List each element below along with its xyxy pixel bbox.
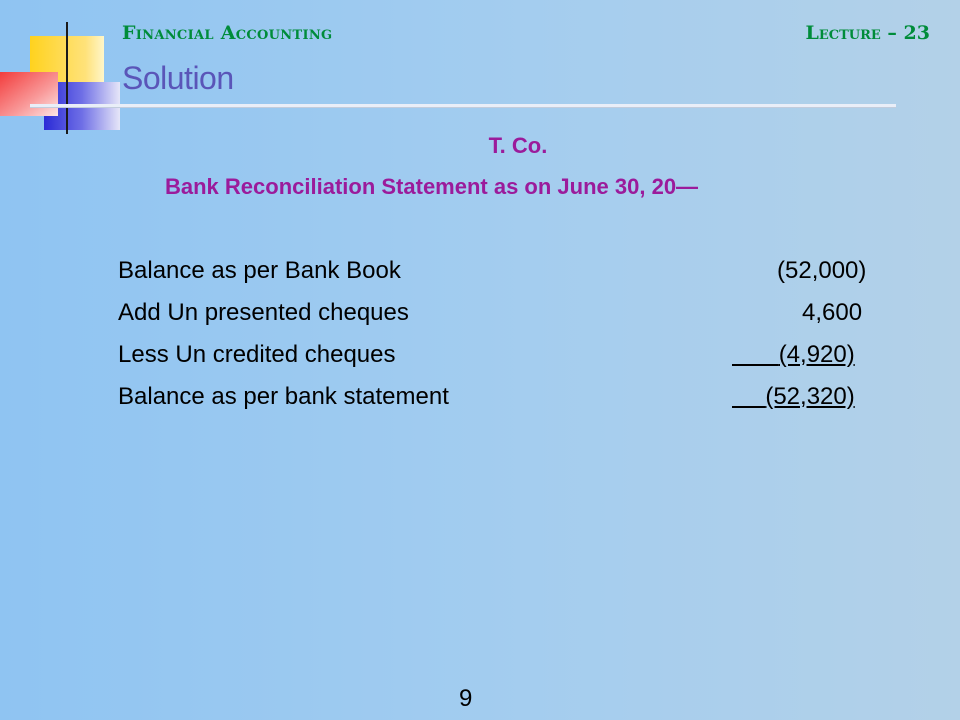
row-label-uncredited: Less Un credited cheques	[118, 341, 396, 368]
corner-decoration	[0, 0, 130, 140]
row-value-bank-statement	[732, 383, 855, 411]
title-divider	[30, 104, 896, 108]
course-title: Financial Accounting	[122, 22, 333, 44]
row-value-bank-book: (52,000)	[777, 257, 867, 284]
page-number: 9	[459, 685, 473, 712]
row-label-bank-book: Balance as per Bank Book	[118, 257, 401, 284]
deco-red-square	[0, 72, 58, 116]
row-value-unpresented: 4,600	[802, 299, 863, 326]
slide-title: Solution	[122, 60, 234, 96]
row-value-uncredited	[732, 341, 855, 369]
row-value-bank-statement-text: (52,320)	[765, 383, 855, 410]
company-name: T. Co.	[488, 133, 548, 158]
row-label-unpresented: Add Un presented cheques	[118, 299, 409, 326]
lecture-number: Lecture – 23	[805, 22, 930, 44]
row-value-uncredited-text: (4,920)	[778, 341, 855, 368]
statement-title: Bank Reconciliation Statement as on June 30, 20—	[165, 174, 699, 199]
row-label-bank-statement: Balance as per bank statement	[118, 383, 449, 410]
